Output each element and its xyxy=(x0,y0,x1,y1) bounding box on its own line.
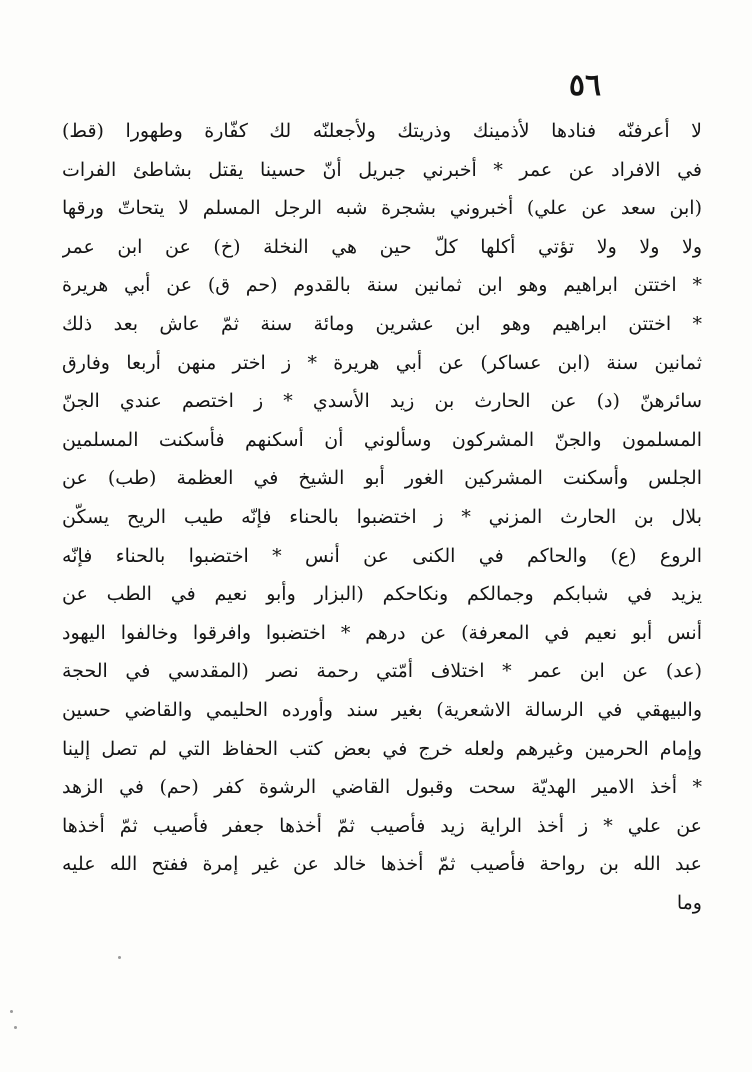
text-line-20: عبد الله بن رواحة فأصيب ثمّ أخذها خالد عن غير إمرة ففتح الله عليه xyxy=(62,853,702,876)
text-line-11: بلال بن الحارث المزني * ز اختضبوا بالحناء فإنّه طيب الريح يسكّن xyxy=(62,505,702,528)
text-line-18: * أخذ الامير الهديّة سحت وقبول القاضي الرشوة كفر (حم) في الزهد xyxy=(62,776,702,799)
text-line-4: ولا ولا ولا تؤتي أكلها كلّ حين هي النخلة (خ) عن ابن عمر xyxy=(62,235,702,258)
text-line-19: عن علي * ز أخذ الراية زيد فأصيب ثمّ أخذها جعفر فأصيب ثمّ أخذها xyxy=(62,814,702,837)
text-line-8: سائرهنّ (د) عن الحارث بن زيد الأسدي * ز اختصم عندي الجنّ xyxy=(62,390,702,413)
print-speck xyxy=(118,956,121,959)
print-speck xyxy=(10,1010,13,1013)
text-line-3: (ابن سعد عن علي) أخبروني بشجرة شبه الرجل المسلم لا يتحاتّ ورقها xyxy=(62,197,702,220)
text-line-13: يزيد في شبابكم وجمالكم ونكاحكم (البزار وأبو نعيم في الطب عن xyxy=(62,583,702,606)
text-line-9: المسلمون والجنّ المشركون وسألوني أن أسكنهم فأسكنت المسلمين xyxy=(62,428,702,451)
body-text xyxy=(62,112,702,922)
text-line-6: * اختتن ابراهيم وهو ابن عشرين ومائة سنة ثمّ عاش بعد ذلك xyxy=(62,312,702,335)
page-number: ٥٦ xyxy=(568,68,602,103)
text-line-7: ثمانين سنة (ابن عساكر) عن أبي هريرة * ز اختر منهن أربعا وفارق xyxy=(62,351,702,374)
text-line-15: (عد) عن ابن عمر * اختلاف أمّتي رحمة نصر (المقدسي في الحجة xyxy=(62,660,702,683)
text-line-5: * اختتن ابراهيم وهو ابن ثمانين سنة بالقدوم (حم ق) عن أبي هريرة xyxy=(62,274,702,297)
text-line-1: لا أعرفنّه فنادها لأذمينك وذريتك ولأجعلنّه لك كفّارة وطهورا (قط) xyxy=(62,120,702,142)
print-speck xyxy=(14,1026,17,1029)
text-line-12: الروع (ع) والحاكم في الكنى عن أنس * اختضبوا بالحناء فإنّه xyxy=(62,544,702,567)
catchword: وما xyxy=(676,891,702,914)
text-line-10: الجلس وأسكنت المشركين الغور أبو الشيخ في العظمة (طب) عن xyxy=(62,467,702,490)
text-line-16: والبيهقي في الرسالة الاشعرية) بغير سند وأورده الحليمي والقاضي حسين xyxy=(62,698,702,721)
text-line-2: في الافراد عن عمر * أخبرني جبريل أنّ حسينا يقتل بشاطئ الفرات xyxy=(62,158,702,181)
text-line-17: وإمام الحرمين وغيرهم ولعله خرج في بعض كتب الحفاظ التي لم تصل إلينا xyxy=(62,737,702,760)
text-line-14: أنس أبو نعيم في المعرفة) عن درهم * اختضبوا وافرقوا وخالفوا اليهود xyxy=(62,621,702,644)
